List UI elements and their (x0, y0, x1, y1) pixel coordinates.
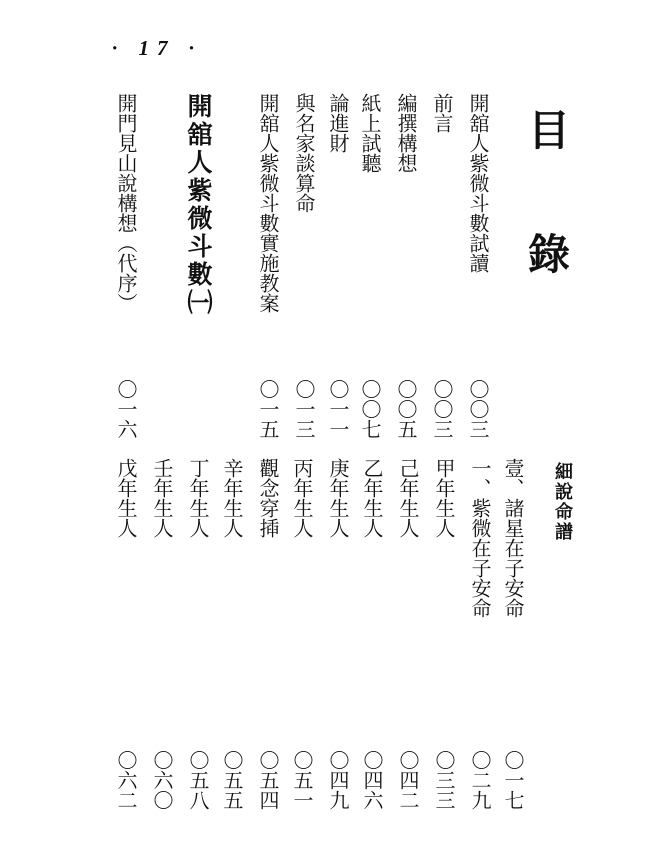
toc-entry-page: 〇五四 (256, 750, 280, 810)
toc-entry-title: 壬年生人 (150, 458, 174, 538)
toc-entry (468, 93, 488, 443)
toc-entry-page: 〇〇三 (430, 379, 454, 439)
toc-entry-title: 壹、諸星在子安命 (501, 458, 525, 618)
toc-title: 目錄 (522, 108, 571, 356)
toc-entry-title: 丁年生人 (186, 458, 210, 538)
toc-entry-title: 一、紫微在子安命 (468, 458, 492, 618)
toc-entry-page: 〇一五 (256, 379, 280, 439)
toc-entry-title: 戊年生人 (114, 458, 138, 538)
toc-entry-page: 〇一六 (114, 379, 138, 439)
toc-entry-page: 〇二九 (468, 750, 492, 810)
toc-entry-page: 〇四九 (326, 750, 350, 810)
toc-entry-title: 己年生人 (396, 458, 420, 538)
toc-entry-title: 前言 (430, 93, 454, 133)
toc-entry (503, 458, 523, 818)
toc-entry (362, 458, 382, 818)
toc-entry (116, 458, 136, 818)
toc-entry-title: 開舘人紫微斗數實施教案 (256, 93, 280, 313)
toc-entry-page: 〇一七 (501, 750, 525, 810)
toc-entry-title: 乙年生人 (360, 458, 384, 538)
section-heading: 開舘人紫微斗數㈠ (184, 93, 213, 317)
toc-entry (188, 458, 208, 818)
toc-entry-title: 辛年生人 (220, 458, 244, 538)
toc-entry-page: 〇五五 (220, 750, 244, 810)
toc-entry-page: 〇〇三 (466, 379, 490, 439)
toc-entry-page: 〇一一 (326, 379, 350, 439)
toc-entry-page: 〇四二 (396, 750, 420, 810)
toc-entry-page: 〇六二 (114, 750, 138, 810)
toc-entry (434, 458, 454, 818)
toc-entry-title: 開門見山說構想（代序） (114, 93, 138, 313)
toc-entry-title: 庚年生人 (326, 458, 350, 538)
toc-entry-title: 編撰構想 (394, 93, 418, 173)
toc-entry-page: 〇一三 (292, 379, 316, 439)
page-number: · 17 · (112, 36, 202, 60)
toc-entry-page: 〇〇七 (358, 379, 382, 439)
toc-entry (152, 458, 172, 818)
toc-entry (116, 93, 136, 443)
toc-entry-page: 〇六〇 (150, 750, 174, 810)
toc-entry (396, 93, 416, 443)
toc-entry-title: 丙年生人 (290, 458, 314, 538)
toc-entry (328, 458, 348, 818)
toc-entry (258, 93, 278, 443)
toc-entry-page: 〇四六 (360, 750, 384, 810)
toc-entry (328, 93, 348, 443)
toc-entry-page: 〇〇五 (394, 379, 418, 439)
toc-entry-title: 紙上試聽 (358, 93, 382, 173)
toc-entry-title: 論進財 (326, 93, 350, 153)
toc-entry-title: 與名家談算命 (292, 93, 316, 213)
toc-entry-title: 開舘人紫微斗數試讀 (466, 93, 490, 273)
toc-entry-page: 〇五一 (290, 750, 314, 810)
toc-entry (360, 93, 380, 443)
part-heading: 細說命譜 (552, 462, 573, 542)
toc-entry (222, 458, 242, 818)
toc-entry (292, 458, 312, 818)
toc-entry-title: 觀念穿揷 (256, 458, 280, 538)
toc-entry (294, 93, 314, 443)
toc-entry (470, 458, 490, 818)
toc-entry-page: 〇三三 (432, 750, 456, 810)
toc-entry (432, 93, 452, 443)
toc-entry-title: 甲年生人 (432, 458, 456, 538)
toc-entry (258, 458, 278, 818)
toc-entry (398, 458, 418, 818)
toc-entry-page: 〇五八 (186, 750, 210, 810)
